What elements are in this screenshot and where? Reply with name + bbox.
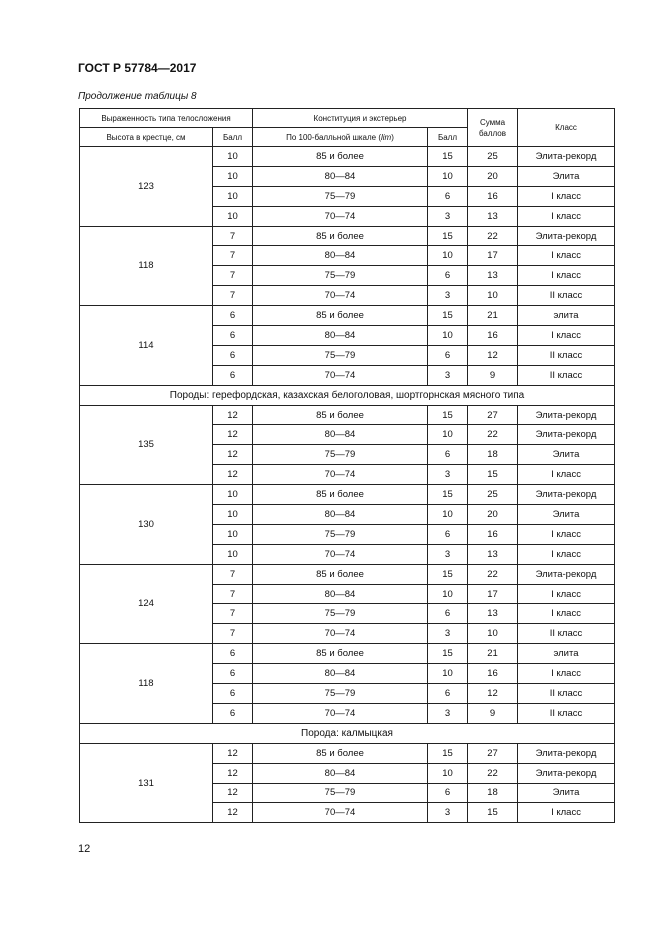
score-cell: 12 <box>213 803 253 823</box>
class-cell: Элита <box>518 166 615 186</box>
score-cell: 10 <box>213 485 253 505</box>
scale-cell: 80—84 <box>253 584 428 604</box>
sum-cell: 21 <box>468 644 518 664</box>
sum-cell: 9 <box>468 703 518 723</box>
score-cell: 10 <box>213 206 253 226</box>
class-cell: Элита-рекорд <box>518 226 615 246</box>
score-cell: 10 <box>213 186 253 206</box>
score-2-cell: 3 <box>428 624 468 644</box>
score-2-cell: 15 <box>428 743 468 763</box>
height-cell: 118 <box>80 644 213 724</box>
table-continuation-caption: Продолжение таблицы 8 <box>78 91 197 102</box>
class-cell: I класс <box>518 803 615 823</box>
table-row <box>80 485 615 505</box>
score-2-cell: 3 <box>428 206 468 226</box>
class-cell: II класс <box>518 684 615 704</box>
sum-cell: 12 <box>468 684 518 704</box>
score-cell: 7 <box>213 246 253 266</box>
score-cell: 10 <box>213 147 253 167</box>
header-score-2: Балл <box>428 128 468 147</box>
class-cell: Элита-рекорд <box>518 485 615 505</box>
score-2-cell: 6 <box>428 186 468 206</box>
score-2-cell: 15 <box>428 226 468 246</box>
sum-cell: 12 <box>468 345 518 365</box>
sum-cell: 16 <box>468 524 518 544</box>
scale-cell: 70—74 <box>253 465 428 485</box>
scale-cell: 80—84 <box>253 246 428 266</box>
score-cell: 7 <box>213 266 253 286</box>
score-2-cell: 15 <box>428 306 468 326</box>
score-cell: 6 <box>213 664 253 684</box>
score-cell: 12 <box>213 763 253 783</box>
scale-cell: 80—84 <box>253 505 428 525</box>
score-cell: 6 <box>213 345 253 365</box>
class-cell: II класс <box>518 345 615 365</box>
scale-cell: 80—84 <box>253 763 428 783</box>
scale-cell: 75—79 <box>253 266 428 286</box>
table-row <box>80 405 615 425</box>
sum-cell: 20 <box>468 505 518 525</box>
scale-cell: 80—84 <box>253 425 428 445</box>
score-2-cell: 6 <box>428 445 468 465</box>
score-2-cell: 10 <box>428 326 468 346</box>
score-cell: 6 <box>213 703 253 723</box>
score-cell: 6 <box>213 365 253 385</box>
sum-cell: 27 <box>468 405 518 425</box>
class-cell: I класс <box>518 584 615 604</box>
score-cell: 7 <box>213 604 253 624</box>
scale-cell: 85 и более <box>253 743 428 763</box>
scale-cell: 80—84 <box>253 664 428 684</box>
height-cell: 114 <box>80 306 213 386</box>
score-cell: 7 <box>213 564 253 584</box>
sum-cell: 17 <box>468 584 518 604</box>
scale-cell: 75—79 <box>253 604 428 624</box>
scale-cell: 75—79 <box>253 524 428 544</box>
sum-cell: 22 <box>468 763 518 783</box>
score-2-cell: 15 <box>428 564 468 584</box>
score-2-cell: 15 <box>428 644 468 664</box>
class-cell: Элита-рекорд <box>518 564 615 584</box>
class-cell: I класс <box>518 246 615 266</box>
score-2-cell: 10 <box>428 584 468 604</box>
sum-cell: 10 <box>468 286 518 306</box>
scale-cell: 70—74 <box>253 544 428 564</box>
score-cell: 6 <box>213 326 253 346</box>
score-2-cell: 15 <box>428 485 468 505</box>
scale-cell: 70—74 <box>253 803 428 823</box>
class-cell: I класс <box>518 266 615 286</box>
height-cell: 123 <box>80 147 213 227</box>
score-cell: 7 <box>213 286 253 306</box>
scale-cell: 70—74 <box>253 703 428 723</box>
section-row <box>80 385 615 405</box>
class-cell: II класс <box>518 365 615 385</box>
score-2-cell: 6 <box>428 524 468 544</box>
scale-cell: 80—84 <box>253 326 428 346</box>
score-cell: 6 <box>213 306 253 326</box>
score-2-cell: 15 <box>428 147 468 167</box>
table-row <box>80 564 615 584</box>
scale-cell: 70—74 <box>253 206 428 226</box>
sum-cell: 27 <box>468 743 518 763</box>
sum-cell: 9 <box>468 365 518 385</box>
score-2-cell: 10 <box>428 425 468 445</box>
table-row <box>80 644 615 664</box>
sum-cell: 21 <box>468 306 518 326</box>
score-2-cell: 6 <box>428 345 468 365</box>
sum-cell: 18 <box>468 445 518 465</box>
class-cell: I класс <box>518 186 615 206</box>
score-2-cell: 10 <box>428 664 468 684</box>
class-cell: Элита-рекорд <box>518 743 615 763</box>
scale-cell: 85 и более <box>253 226 428 246</box>
class-cell: I класс <box>518 206 615 226</box>
class-table <box>79 108 615 823</box>
class-cell: Элита <box>518 505 615 525</box>
score-cell: 7 <box>213 584 253 604</box>
score-cell: 12 <box>213 445 253 465</box>
header-scale-100: По 100-балльной шкале (lim) <box>253 128 428 147</box>
sum-cell: 17 <box>468 246 518 266</box>
score-cell: 12 <box>213 783 253 803</box>
scale-cell: 75—79 <box>253 684 428 704</box>
class-cell: Элита-рекорд <box>518 425 615 445</box>
sum-cell: 16 <box>468 664 518 684</box>
score-cell: 6 <box>213 684 253 704</box>
sum-cell: 13 <box>468 544 518 564</box>
class-cell: Элита-рекорд <box>518 763 615 783</box>
sum-cell: 15 <box>468 465 518 485</box>
class-cell: элита <box>518 644 615 664</box>
score-2-cell: 6 <box>428 604 468 624</box>
sum-cell: 16 <box>468 326 518 346</box>
score-2-cell: 3 <box>428 286 468 306</box>
sum-cell: 25 <box>468 485 518 505</box>
sum-cell: 18 <box>468 783 518 803</box>
page-number: 12 <box>78 843 91 855</box>
height-cell: 130 <box>80 485 213 565</box>
score-cell: 6 <box>213 644 253 664</box>
score-cell: 10 <box>213 524 253 544</box>
sum-cell: 13 <box>468 266 518 286</box>
score-2-cell: 15 <box>428 405 468 425</box>
scale-cell: 75—79 <box>253 445 428 465</box>
scale-cell: 70—74 <box>253 365 428 385</box>
score-2-cell: 3 <box>428 365 468 385</box>
score-cell: 7 <box>213 226 253 246</box>
score-2-cell: 3 <box>428 803 468 823</box>
header-constitution: Конституция и экстерьер <box>253 109 468 128</box>
header-score: Балл <box>213 128 253 147</box>
header-height: Высота в крестце, см <box>80 128 213 147</box>
score-2-cell: 3 <box>428 544 468 564</box>
class-cell: Элита <box>518 445 615 465</box>
class-cell: I класс <box>518 465 615 485</box>
section-title: Порода: калмыцкая <box>80 723 615 743</box>
sum-cell: 13 <box>468 206 518 226</box>
score-2-cell: 3 <box>428 703 468 723</box>
score-2-cell: 6 <box>428 783 468 803</box>
table-row <box>80 743 615 763</box>
header-class: Класс <box>518 109 615 147</box>
score-2-cell: 3 <box>428 465 468 485</box>
score-2-cell: 6 <box>428 266 468 286</box>
scale-cell: 75—79 <box>253 186 428 206</box>
table-row <box>80 306 615 326</box>
document-title: ГОСТ Р 57784—2017 <box>78 61 197 75</box>
score-2-cell: 10 <box>428 246 468 266</box>
section-row <box>80 723 615 743</box>
class-cell: I класс <box>518 326 615 346</box>
sum-cell: 25 <box>468 147 518 167</box>
score-cell: 12 <box>213 465 253 485</box>
scale-cell: 70—74 <box>253 286 428 306</box>
scale-cell: 85 и более <box>253 147 428 167</box>
class-cell: Элита <box>518 783 615 803</box>
class-cell: II класс <box>518 286 615 306</box>
sum-cell: 10 <box>468 624 518 644</box>
sum-cell: 22 <box>468 226 518 246</box>
score-cell: 12 <box>213 425 253 445</box>
score-cell: 10 <box>213 544 253 564</box>
scale-cell: 75—79 <box>253 783 428 803</box>
sum-cell: 13 <box>468 604 518 624</box>
sum-cell: 22 <box>468 564 518 584</box>
score-cell: 10 <box>213 505 253 525</box>
class-cell: Элита-рекорд <box>518 405 615 425</box>
score-cell: 12 <box>213 405 253 425</box>
height-cell: 124 <box>80 564 213 644</box>
score-cell: 10 <box>213 166 253 186</box>
class-cell: II класс <box>518 703 615 723</box>
header-sum: Сумма баллов <box>468 109 518 147</box>
scale-cell: 80—84 <box>253 166 428 186</box>
height-cell: 135 <box>80 405 213 485</box>
class-cell: элита <box>518 306 615 326</box>
scale-cell: 70—74 <box>253 624 428 644</box>
scale-cell: 85 и более <box>253 564 428 584</box>
class-cell: I класс <box>518 604 615 624</box>
header-body-type: Выраженность типа телосложения <box>80 109 253 128</box>
class-cell: Элита-рекорд <box>518 147 615 167</box>
score-2-cell: 10 <box>428 763 468 783</box>
height-cell: 131 <box>80 743 213 823</box>
sum-cell: 20 <box>468 166 518 186</box>
class-cell: I класс <box>518 544 615 564</box>
scale-cell: 85 и более <box>253 405 428 425</box>
class-cell: I класс <box>518 664 615 684</box>
score-2-cell: 10 <box>428 505 468 525</box>
sum-cell: 15 <box>468 803 518 823</box>
sum-cell: 16 <box>468 186 518 206</box>
scale-cell: 85 и более <box>253 644 428 664</box>
score-2-cell: 10 <box>428 166 468 186</box>
score-cell: 7 <box>213 624 253 644</box>
score-cell: 12 <box>213 743 253 763</box>
score-2-cell: 6 <box>428 684 468 704</box>
class-cell: II класс <box>518 624 615 644</box>
sum-cell: 22 <box>468 425 518 445</box>
scale-cell: 85 и более <box>253 306 428 326</box>
class-cell: I класс <box>518 524 615 544</box>
height-cell: 118 <box>80 226 213 306</box>
scale-cell: 85 и более <box>253 485 428 505</box>
table-row <box>80 147 615 167</box>
section-title: Породы: герефордская, казахская белоголовая, шортгорнская мясного типа <box>80 385 615 405</box>
scale-cell: 75—79 <box>253 345 428 365</box>
table-row <box>80 226 615 246</box>
